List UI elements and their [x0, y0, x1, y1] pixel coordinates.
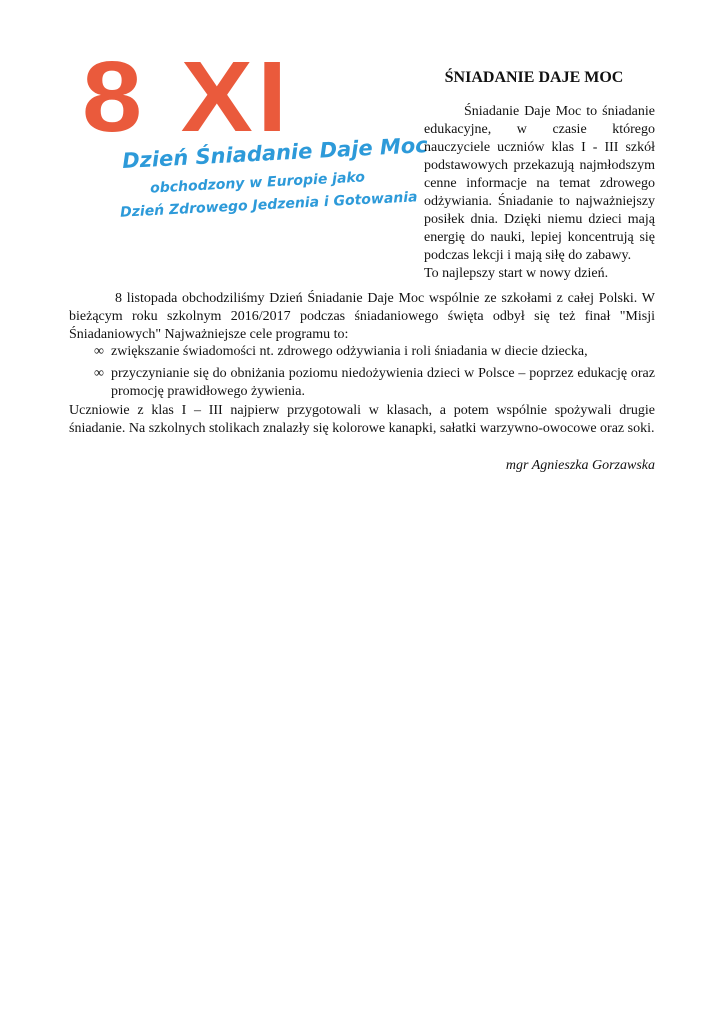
logo-date: 8 XI — [82, 41, 292, 153]
event-paragraph: 8 listopada obchodziliśmy Dzień Śniadanie Daje Moc wspólnie ze szkołami z całej Polski. W bieżącym roku szkolnym 2016/2017 podczas śniadaniowego święta odbył się też finał "Misji Śniadaniowych" Najważniejsze cele programu to: — [69, 291, 655, 342]
logo-line-3: Dzień Zdrowego Jedzenia i Gotowania — [119, 189, 418, 221]
intro-closing-line: To najlepszy start w nowy dzień. — [424, 266, 609, 281]
intro-paragraph: Śniadanie Daje Moc to śniadanie edukacyjne, w czasie którego nauczyciele uczniów klas I - III szkół podstawowych przekazują najmłodszym cenne informacje na temat zdrowego odżywiania. Śniadanie to najważniejszy posiłek dnia. Dzięki niemu dzieci mają energię do nauki, lepiej koncentrują się podczas lekcji i mają siłę do zabawy. — [424, 104, 655, 263]
intro-text — [424, 103, 655, 283]
logo-line-2: obchodzony w Europie jako — [149, 169, 366, 197]
list-item — [69, 343, 655, 361]
goal-text: zwiększanie świadomości nt. zdrowego odżywiania i roli śniadania w diecie dziecka, — [111, 344, 588, 359]
goal-text: przyczynianie się do obniżania poziomu niedożywienia dzieci w Polsce – poprzez edukację oraz promocję prawidłowego żywienia. — [111, 366, 655, 399]
document-title: ŚNIADANIE DAJE MOC — [444, 69, 624, 86]
program-goals-list — [69, 343, 655, 405]
author-signature: mgr Agnieszka Gorzawska — [505, 458, 655, 473]
infinity-bullet-icon: ∞ — [94, 366, 104, 381]
logo-line-1: Dzień Śniadanie Daje Moc — [121, 133, 429, 173]
list-item — [69, 365, 655, 401]
event-logo — [80, 41, 429, 230]
infinity-bullet-icon: ∞ — [94, 344, 104, 359]
closing-paragraph: Uczniowie z klas I – III najpierw przygotowali w klasach, a potem wspólnie spożywali drugie śniadanie. Na szkolnych stolikach znalazły się kolorowe kanapki, sałatki warzywno-owocowe oraz soki. — [69, 403, 655, 436]
